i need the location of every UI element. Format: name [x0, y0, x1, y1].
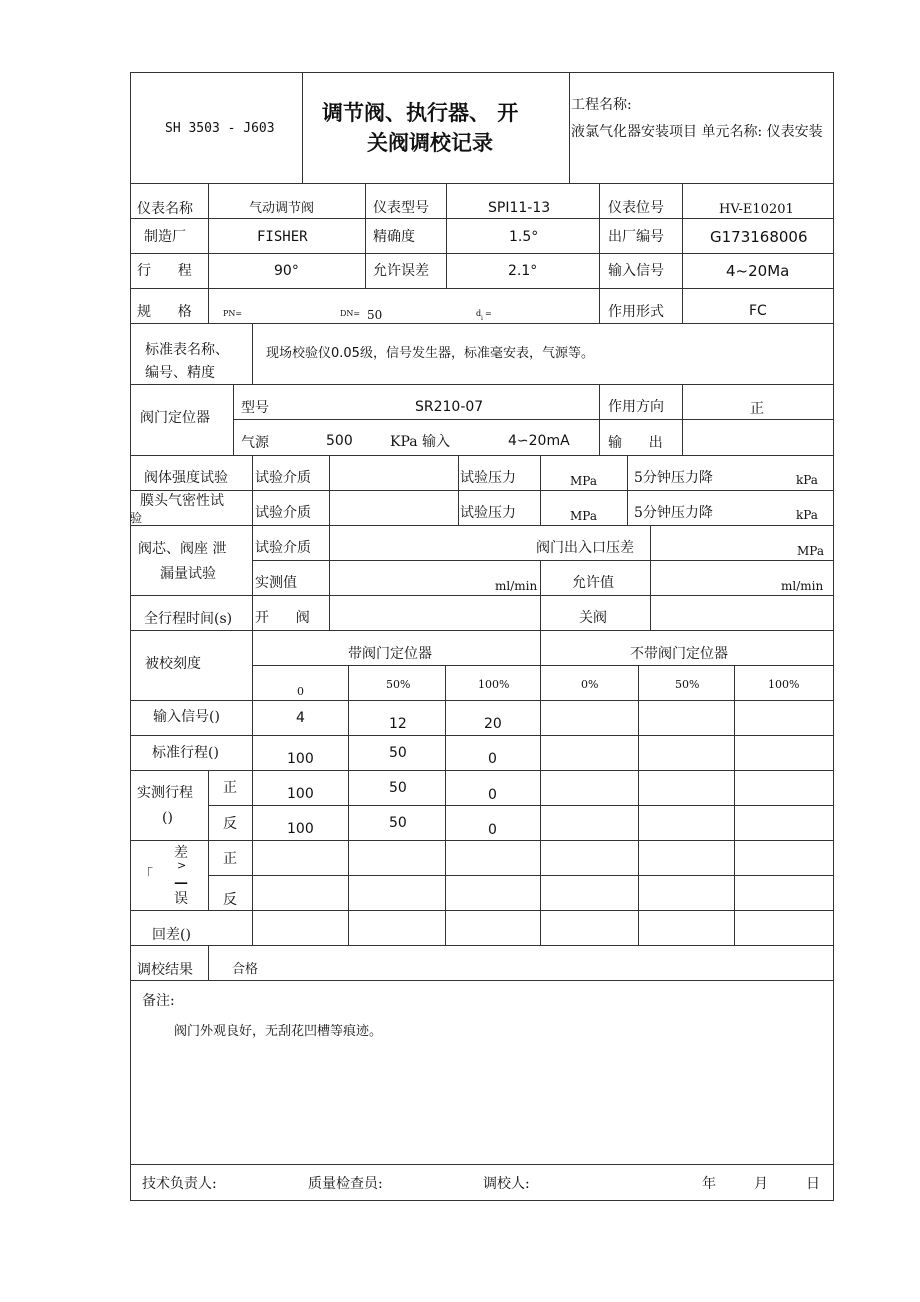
- serial-number-label: 出厂编号: [608, 229, 664, 245]
- col-divider: [569, 72, 570, 183]
- hysteresis-label: 回差(): [152, 927, 191, 943]
- row-divider: [208, 875, 834, 876]
- col-divider: [252, 455, 253, 945]
- flow-unit: ml/min: [495, 579, 538, 593]
- row-divider: [130, 218, 834, 219]
- pressure-drop-label: 5分钟压力降: [634, 505, 713, 521]
- positioner-model-label: 型号: [241, 400, 269, 416]
- remarks-value: 阀门外观良好，无刮花凹槽等痕迹。: [174, 1024, 383, 1039]
- instrument-model-label: 仪表型号: [373, 200, 429, 216]
- col-divider: [329, 455, 330, 630]
- spec-d: d: [476, 309, 482, 318]
- row-divider: [130, 253, 834, 254]
- col-divider: [208, 183, 209, 323]
- accuracy-label: 精确度: [373, 229, 415, 245]
- action-direction-value: 正: [750, 401, 764, 417]
- spec-d-equals: =: [485, 309, 492, 318]
- input-range-value: 4∽20mA: [508, 433, 570, 449]
- form-title-line1: 调节阀、执行器、 开: [322, 101, 519, 125]
- scale-percent: 0%: [581, 678, 599, 691]
- action-form-label: 作用形式: [608, 304, 664, 320]
- row-divider: [130, 490, 834, 491]
- calibration-result-value: 合格: [232, 962, 259, 977]
- error-label-char: 误: [174, 891, 188, 907]
- travel-label: 行 程: [137, 263, 192, 279]
- col-divider: [682, 183, 683, 323]
- row-divider: [130, 910, 834, 911]
- col-divider: [446, 183, 447, 288]
- pressure-unit-kpa: kPa: [796, 473, 818, 487]
- serial-number-value: G173168006: [710, 228, 808, 246]
- quality-inspector-label: 质量检查员:: [308, 1176, 383, 1192]
- test-pressure-label: 试验压力: [460, 505, 516, 521]
- calibration-result-label: 调校结果: [137, 962, 193, 978]
- instrument-name-value: 气动调节阀: [249, 201, 315, 216]
- measured-travel-label-line1: 实测行程: [137, 785, 193, 801]
- col-divider: [540, 455, 541, 525]
- project-label: 工程名称:: [571, 97, 632, 113]
- instrument-tag-value: HV-E10201: [719, 202, 794, 217]
- standard-label-line1: 标准表名称、: [145, 342, 229, 358]
- standard-travel-cell: 100: [287, 751, 314, 767]
- input-signal-cell: 12: [389, 716, 407, 732]
- col-divider: [638, 665, 639, 945]
- row-divider: [130, 1164, 834, 1165]
- col-divider: [302, 72, 303, 183]
- row-divider: [208, 805, 834, 806]
- manufacturer-label: 制造厂: [144, 229, 186, 245]
- measured-forward-cell: 50: [389, 780, 407, 796]
- scale-percent: 100%: [768, 678, 800, 691]
- leakage-test-label-line2: 漏量试验: [160, 566, 216, 582]
- manufacturer-value: FISHER: [257, 229, 308, 245]
- full-stroke-time-label: 全行程时间(s): [144, 611, 233, 627]
- col-divider: [599, 183, 600, 323]
- row-divider: [130, 840, 834, 841]
- allowed-error-value: 2.1°: [508, 263, 538, 279]
- allowed-error-label: 允许误差: [373, 263, 429, 279]
- measured-forward-cell: 100: [287, 786, 314, 802]
- spec-label: 规 格: [137, 304, 192, 320]
- form-code: SH 3503 - J603: [165, 121, 275, 136]
- positioner-model-value: SR210-07: [415, 399, 484, 415]
- test-medium-label: 试验介质: [255, 505, 311, 521]
- col-divider: [233, 384, 234, 455]
- pressure-drop-label: 5分钟压力降: [634, 470, 713, 486]
- row-divider: [233, 419, 834, 420]
- col-divider: [540, 630, 541, 945]
- leakage-test-label-line1: 阀芯、阀座 泄: [138, 541, 227, 557]
- spec-d-subscript: i: [481, 315, 483, 322]
- col-divider: [365, 183, 366, 288]
- row-divider: [130, 980, 834, 981]
- air-supply-value: 500: [326, 433, 353, 449]
- date-month-label: 月: [754, 1176, 768, 1192]
- flow-unit: ml/min: [781, 579, 824, 593]
- row-divider: [130, 183, 834, 184]
- test-medium-label: 试验介质: [255, 470, 311, 486]
- measured-value-label: 实测值: [255, 575, 297, 591]
- error-label-bracket: 「: [139, 867, 153, 883]
- instrument-name-label: 仪表名称: [137, 201, 193, 217]
- col-divider: [650, 525, 651, 630]
- error-label-char: 差: [174, 845, 188, 861]
- form-title-line2: 关阀调校记录: [367, 131, 493, 155]
- measured-reverse-cell: 50: [389, 815, 407, 831]
- project-value: 液氯气化器安装项目 单元名称: 仪表安装: [571, 124, 823, 140]
- scale-percent: 50%: [386, 678, 411, 691]
- action-direction-label: 作用方向: [608, 399, 664, 415]
- row-divider: [252, 665, 834, 666]
- col-divider: [627, 455, 628, 525]
- close-valve-label: 关阀: [579, 610, 607, 626]
- input-signal-value: 4~20Ma: [726, 262, 790, 280]
- row-divider: [130, 455, 834, 456]
- row-divider: [130, 735, 834, 736]
- standard-travel-row-label: 标准行程(): [152, 745, 219, 761]
- air-supply-label: 气源: [241, 435, 269, 451]
- pressure-diff-label: 阀门出入口压差: [536, 540, 634, 556]
- row-divider: [130, 630, 834, 631]
- forward-label: 正: [223, 851, 237, 867]
- spec-dn-value: 50: [367, 308, 383, 322]
- travel-value: 90°: [274, 263, 299, 279]
- pressure-unit-kpa: kPa: [796, 508, 818, 522]
- pressure-unit-mpa: MPa: [570, 509, 597, 523]
- air-unit-input-label: KPa 输入: [390, 434, 451, 450]
- col-divider: [682, 384, 683, 455]
- standard-travel-cell: 0: [488, 751, 497, 767]
- spec-dn-label: DN=: [340, 309, 361, 318]
- instrument-model-value: SPI11-13: [488, 200, 551, 216]
- standard-travel-cell: 50: [389, 745, 407, 761]
- measured-reverse-cell: 0: [488, 822, 497, 838]
- standard-value: 现场校验仪0.05级，信号发生器，标准毫安表，气源等。: [266, 346, 594, 361]
- row-divider: [130, 595, 834, 596]
- scale-percent: 50%: [675, 678, 700, 691]
- with-positioner-header: 带阀门定位器: [348, 646, 432, 662]
- action-form-value: FC: [749, 303, 767, 319]
- row-divider: [130, 945, 834, 946]
- diaphragm-test-label-line2: 验: [130, 512, 143, 524]
- error-label-char: >: [177, 859, 187, 872]
- technical-lead-label: 技术负责人:: [142, 1176, 217, 1192]
- row-divider: [130, 288, 834, 289]
- standard-label-line2: 编号、精度: [145, 365, 215, 381]
- spec-pn: PN=: [223, 309, 243, 318]
- input-signal-label: 输入信号: [608, 263, 664, 279]
- output-label: 输 出: [608, 435, 663, 451]
- error-label-char: —: [174, 875, 188, 891]
- col-divider: [540, 560, 541, 630]
- remarks-label: 备注:: [142, 993, 175, 1009]
- input-signal-cell: 20: [484, 716, 502, 732]
- calibrator-label: 调校人:: [483, 1176, 530, 1192]
- row-divider: [130, 770, 834, 771]
- date-year-label: 年: [702, 1176, 716, 1192]
- col-divider: [458, 455, 459, 525]
- body-strength-label: 阀体强度试验: [144, 470, 228, 486]
- measured-reverse-cell: 100: [287, 821, 314, 837]
- col-divider: [599, 384, 600, 455]
- col-divider: [445, 665, 446, 945]
- col-divider: [208, 945, 209, 980]
- positioner-label: 阀门定位器: [140, 410, 210, 426]
- instrument-tag-label: 仪表位号: [608, 200, 664, 216]
- test-medium-label: 试验介质: [255, 540, 311, 556]
- row-divider: [130, 525, 834, 526]
- row-divider: [130, 384, 834, 385]
- col-divider: [208, 770, 209, 910]
- accuracy-value: 1.5°: [509, 229, 539, 245]
- test-pressure-label: 试验压力: [460, 470, 516, 486]
- reverse-label: 反: [223, 892, 237, 908]
- allowed-value-label: 允许值: [572, 575, 614, 591]
- open-valve-label: 开 阀: [255, 610, 310, 626]
- row-divider: [252, 560, 834, 561]
- input-signal-row-label: 输入信号(): [153, 709, 220, 725]
- col-divider: [252, 323, 253, 384]
- scale-percent: 0: [297, 685, 304, 698]
- input-signal-cell: 4: [296, 710, 305, 726]
- col-divider: [734, 665, 735, 945]
- date-day-label: 日: [806, 1176, 820, 1192]
- reverse-label: 反: [223, 816, 237, 832]
- calibrated-scale-label: 被校刻度: [145, 656, 201, 672]
- scale-percent: 100%: [478, 678, 510, 691]
- measured-forward-cell: 0: [488, 787, 497, 803]
- pressure-unit-mpa: MPa: [570, 474, 597, 488]
- measured-travel-label-line2: (): [162, 810, 173, 826]
- col-divider: [348, 665, 349, 945]
- forward-label: 正: [223, 780, 237, 796]
- diaphragm-test-label-line1: 膜头气密性试: [140, 493, 224, 509]
- row-divider: [130, 700, 834, 701]
- without-positioner-header: 不带阀门定位器: [630, 646, 728, 662]
- pressure-unit-mpa: MPa: [797, 544, 824, 558]
